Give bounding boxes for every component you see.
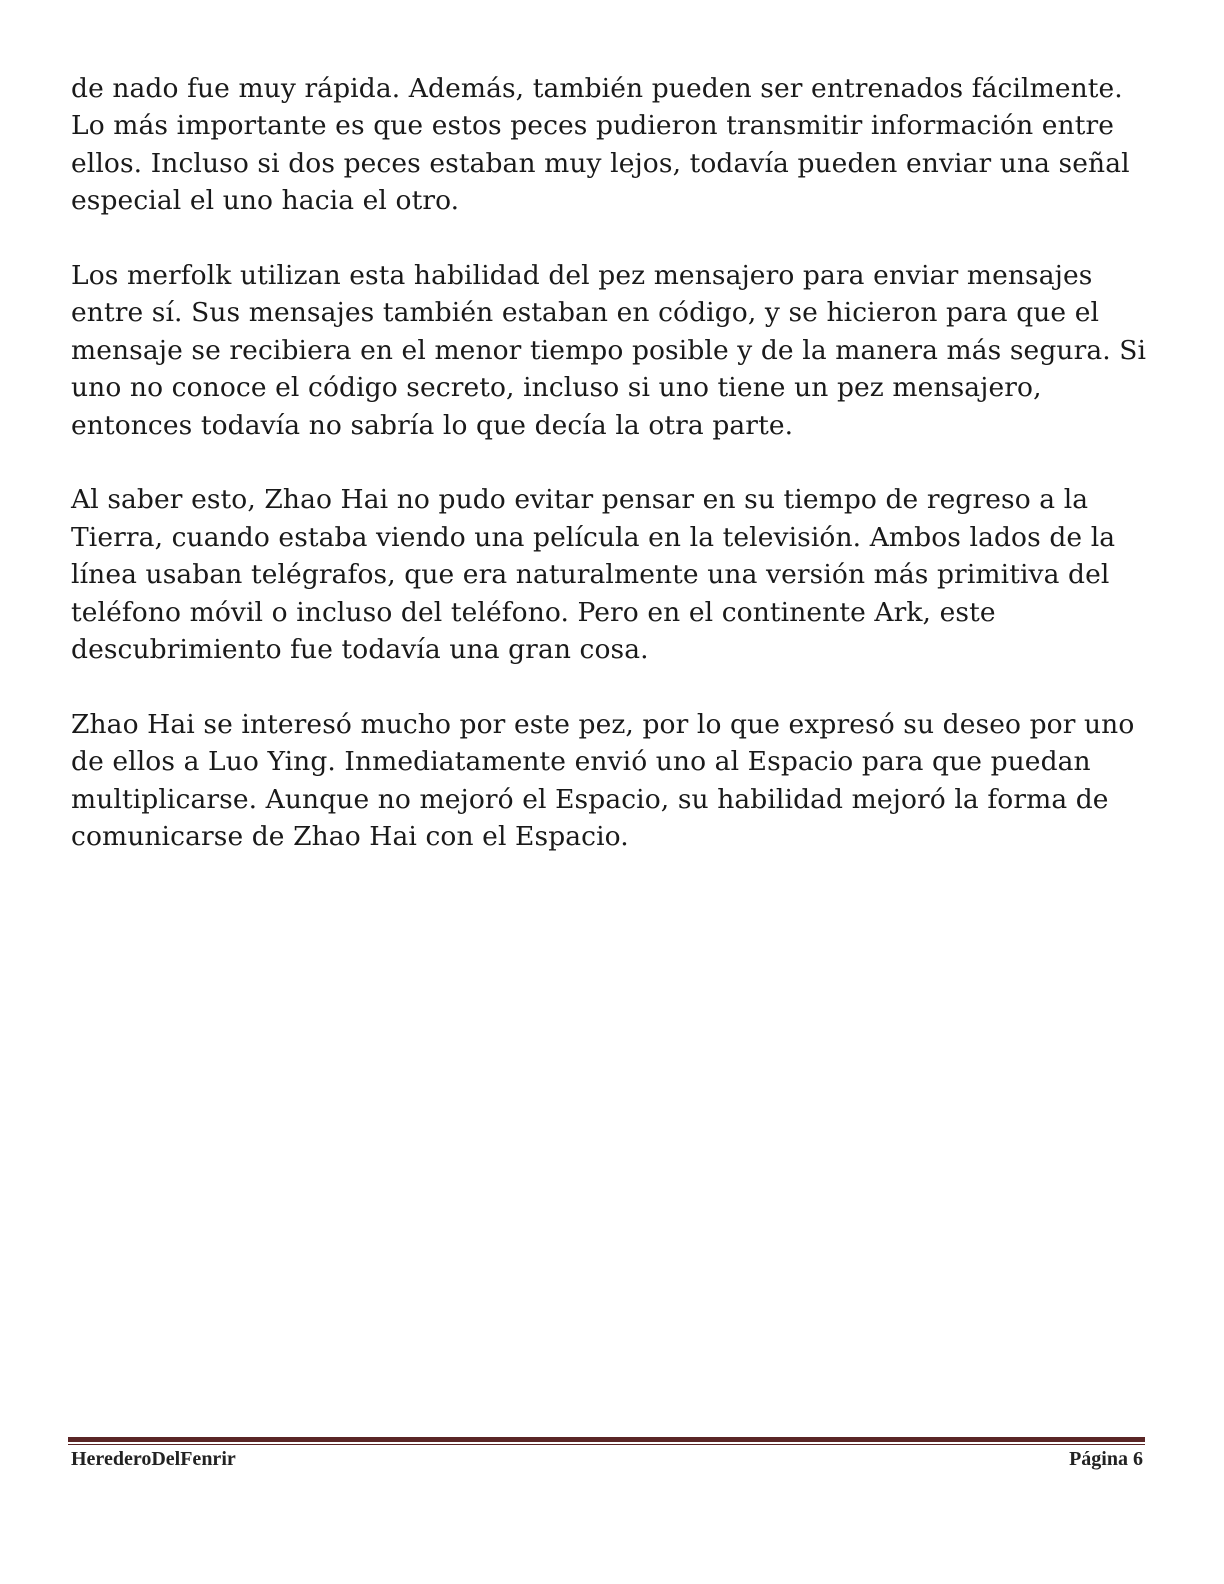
text-line: multiplicarse. Aunque no mejoró el Espacio, su habilidad mejoró la forma de (71, 783, 1109, 815)
text-line: descubrimiento fue todavía una gran cosa. (71, 634, 649, 666)
text-line: de nado fue muy rápida. Además, también pueden ser entrenados fácilmente. (71, 73, 1123, 104)
paragraph-1 (71, 70, 1151, 220)
paragraph-4 (71, 706, 1151, 856)
paragraph-2 (71, 257, 1151, 444)
text-line: Lo más importante es que estos peces pudieron transmitir información entre (71, 110, 1115, 142)
text-line: entre sí. Sus mensajes también estaban en código, y se hicieron para que el (71, 297, 1100, 329)
text-line: entonces todavía no sabría lo que decía la otra parte. (71, 409, 794, 441)
text-line: comunicarse de Zhao Hai con el Espacio. (71, 821, 629, 853)
footer-page-number: Página 6 (1069, 1448, 1143, 1470)
text-line: teléfono móvil o incluso del teléfono. Pero en el continente Ark, este (71, 596, 996, 628)
text-line: mensaje se recibiera en el menor tiempo posible y de la manera más segura. Si (71, 334, 1147, 366)
text-line: línea usaban telégrafos, que era naturalmente una versión más primitiva del (71, 559, 1110, 591)
footer-divider (68, 1437, 1145, 1445)
footer-divider-thick (68, 1437, 1145, 1442)
paragraph-3 (71, 481, 1151, 668)
text-line: Los merfolk utilizan esta habilidad del pez mensajero para enviar mensajes (71, 260, 1093, 292)
footer-divider-thin (68, 1444, 1145, 1445)
footer-author: HerederoDelFenrir (71, 1448, 236, 1470)
text-line: uno no conoce el código secreto, incluso si uno tiene un pez mensajero, (71, 372, 1042, 404)
text-line: Al saber esto, Zhao Hai no pudo evitar pensar en su tiempo de regreso a la (71, 484, 1089, 516)
text-line: especial el uno hacia el otro. (71, 185, 460, 217)
text-line: Zhao Hai se interesó mucho por este pez, por lo que expresó su deseo por uno (71, 708, 1135, 740)
text-line: Tierra, cuando estaba viendo una película en la televisión. Ambos lados de la (71, 521, 1116, 553)
body-text (71, 70, 1151, 893)
text-line: ellos. Incluso si dos peces estaban muy lejos, todavía pueden enviar una señal (71, 147, 1130, 179)
text-line: de ellos a Luo Ying. Inmediatamente envió uno al Espacio para que puedan (71, 746, 1091, 778)
